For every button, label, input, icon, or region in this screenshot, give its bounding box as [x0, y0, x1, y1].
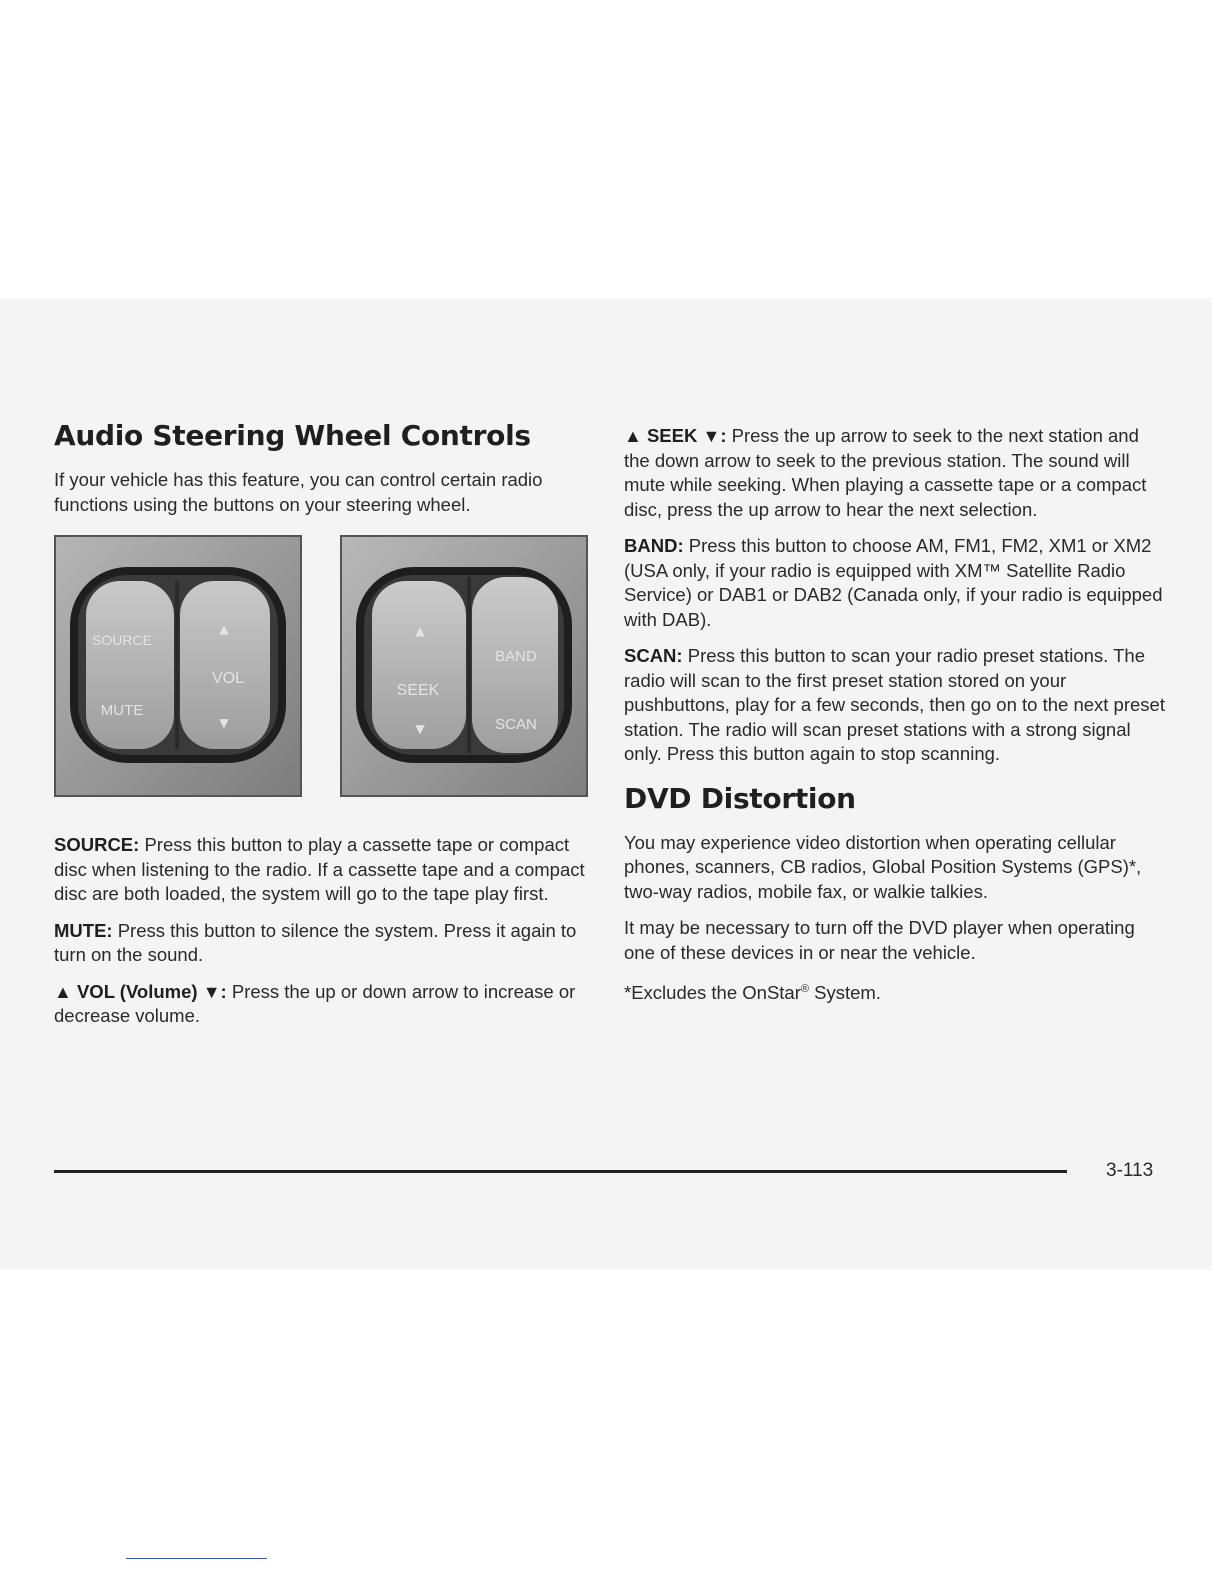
- mute-description: [54, 919, 594, 968]
- dvd-paragraph-1: You may experience video distortion when operating cellular phones, scanners, CB radios, Global Position Systems (GPS)*, two-way radios, mobile fax, or walkie talkies.: [624, 831, 1142, 902]
- figures-row: [54, 535, 594, 797]
- dvd-paragraph-2: It may be necessary to turn off the DVD player when operating one of these devices in or near the vehicle.: [624, 917, 1135, 963]
- seek-text: Press the up arrow to seek to the next station and the down arrow to seek to the previous station. The sound will mute while seeking. When playing a cassette tape or a compact disc, press the up arrow to hear the next selection.: [624, 425, 1147, 520]
- footer-rule: [54, 1170, 1067, 1173]
- vol-description: [54, 980, 594, 1029]
- figure-source-mute-vol: [54, 535, 302, 797]
- seek-button-label: SEEK: [396, 682, 440, 699]
- up-triangle-icon: ▲: [54, 981, 72, 1002]
- down-triangle-icon: ▼: [702, 426, 721, 446]
- scan-text: Press this button to scan your radio preset stations. The radio will scan to the first preset station stored on your pushbuttons, play for a few seconds, then go on to the next preset station. The radio will scan preset stations with a strong signal only. Press this button again to stop scanning.: [624, 645, 1165, 764]
- band-term: BAND:: [624, 535, 684, 556]
- footnote: [624, 977, 1169, 1006]
- seek-down-arrow-icon: ▼: [415, 722, 425, 736]
- vol-text: Press the up or down arrow to increase or decrease volume.: [54, 980, 576, 1026]
- source-text: Press this button to play a cassette tape or compact disc when listening to the radio. If a cassette tape and a compact disc are both loaded, the system will go to the tape play first.: [54, 834, 585, 904]
- bottom-link-underline: [126, 1558, 267, 1559]
- seek-term: SEEK: [646, 425, 698, 446]
- scan-button-label: SCAN: [495, 716, 537, 733]
- source-description: [54, 833, 594, 907]
- page-number: 3-113: [1106, 1160, 1154, 1181]
- scan-description: [624, 644, 1169, 767]
- footnote-text: *Excludes the OnStar: [624, 982, 801, 1004]
- band-text: Press this button to choose AM, FM1, FM2, XM1 or XM2 (USA only, if your radio is equipped with XM™ Satellite Radio Service) or DAB1 or DAB2 (Canada only, if your radio is equipped with DAB).: [624, 535, 1163, 630]
- vol-down-arrow-icon: ▼: [219, 716, 229, 730]
- vol-colon: :: [220, 980, 227, 1002]
- vol-term: VOL (Volume): [76, 980, 198, 1002]
- source-button-label: SOURCE: [92, 632, 152, 648]
- steering-controls-right-illustration: [342, 537, 586, 795]
- band-button-label: BAND: [495, 648, 537, 665]
- section-heading-audio-controls: Audio Steering Wheel Controls: [54, 419, 531, 452]
- mute-text: Press this button to silence the system. Press it again to turn on the sound.: [54, 919, 577, 965]
- manual-page: [0, 298, 1212, 1270]
- figure-seek-band-scan: [340, 535, 588, 797]
- section-heading-dvd-distortion: DVD Distortion: [624, 781, 856, 815]
- mute-button-label: MUTE: [100, 702, 144, 719]
- vol-up-arrow-icon: ▲: [219, 622, 229, 636]
- vol-button-label: VOL: [211, 670, 245, 687]
- registered-mark: ®: [800, 983, 809, 995]
- right-column: [624, 424, 1169, 1018]
- up-triangle-icon: ▲: [624, 426, 642, 446]
- seek-description: [624, 424, 1169, 522]
- steering-controls-left-illustration: [56, 537, 300, 795]
- seek-colon: :: [720, 425, 727, 446]
- down-triangle-icon: ▼: [202, 981, 221, 1002]
- band-description: [624, 534, 1169, 632]
- source-term: SOURCE:: [54, 834, 140, 855]
- mute-term: MUTE:: [54, 919, 113, 941]
- footnote-text-end: System.: [808, 982, 881, 1004]
- seek-up-arrow-icon: ▲: [415, 624, 425, 638]
- left-column: [54, 418, 594, 1041]
- intro-paragraph: If your vehicle has this feature, you can control certain radio functions using the buttons on your steering wheel.: [54, 469, 543, 515]
- scan-term: SCAN:: [624, 645, 683, 666]
